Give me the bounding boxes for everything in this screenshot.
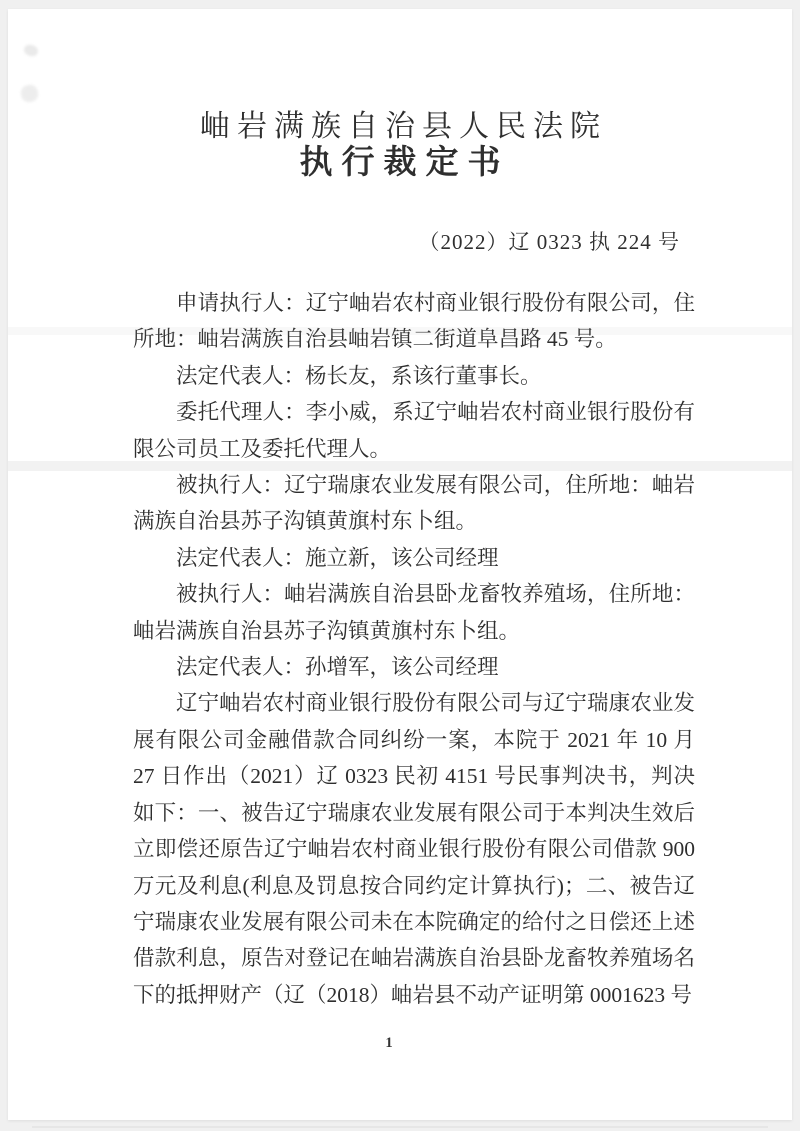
document-body xyxy=(133,285,695,1013)
body-paragraph: 辽宁岫岩农村商业银行股份有限公司与辽宁瑞康农业发展有限公司金融借款合同纠纷一案，本院于 2021 年 10 月 27 日作出（2021）辽 0323 民初 4151 号民事判决书，判决如下：一、被告辽宁瑞康农业发展有限公司于本判决生效后立即偿还原告辽宁岫岩农村商业银行股份有限公司借款 900 万元及利息(利息及罚息按合同约定计算执行)；二、被告辽宁瑞康农业发展有限公司未在本院确定的给付之日偿还上述借款利息，原告对登记在岫岩满族自治县卧龙畜牧养殖场名下的抵押财产（辽（2018）岫岩县不动产证明第 0001623 号 xyxy=(133,691,695,1007)
document-page xyxy=(8,9,792,1120)
body-paragraph: 法定代表人：杨长友，系该行董事长。 xyxy=(176,363,542,388)
case-number: （2022）辽 0323 执 224 号 xyxy=(418,230,680,254)
scan-smudge xyxy=(23,43,40,58)
body-paragraph: 被执行人：岫岩满族自治县卧龙畜牧养殖场，住所地：岫岩满族自治县苏子沟镇黄旗村东卜组。 xyxy=(133,582,695,643)
body-paragraph: 法定代表人：施立新，该公司经理 xyxy=(176,545,499,570)
body-paragraph: 委托代理人：李小威，系辽宁岫岩农村商业银行股份有限公司员工及委托代理人。 xyxy=(133,400,695,461)
court-name: 岫岩满族自治县人民法院 xyxy=(200,110,607,143)
body-paragraph: 法定代表人：孙增军，该公司经理 xyxy=(176,655,499,680)
document-title: 执行裁定书 xyxy=(299,145,510,181)
scan-smudge xyxy=(19,83,39,103)
body-paragraph: 被执行人：辽宁瑞康农业发展有限公司，住所地：岫岩满族自治县苏子沟镇黄旗村东卜组。 xyxy=(133,473,695,534)
page-number: 1 xyxy=(385,1035,393,1051)
body-paragraph: 申请执行人：辽宁岫岩农村商业银行股份有限公司，住所地：岫岩满族自治县岫岩镇二街道阜昌路 45 号。 xyxy=(133,291,695,352)
scan-edge-line xyxy=(32,1126,768,1128)
